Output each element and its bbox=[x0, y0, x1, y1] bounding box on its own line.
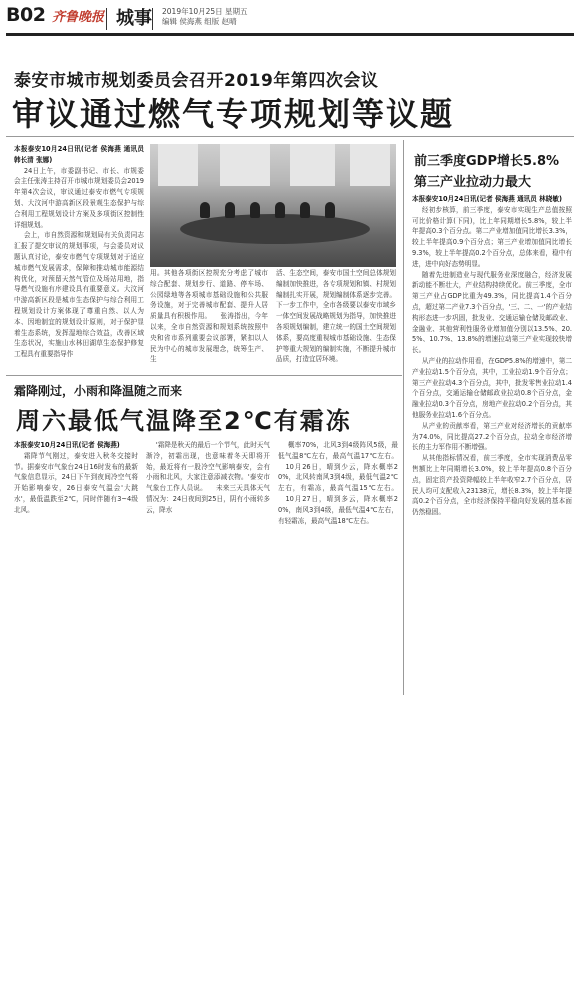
header-rule bbox=[6, 33, 574, 36]
photo-person bbox=[325, 202, 335, 218]
main-column-2: 用。其他各项街区控规充分考虑了城市综合配套、规划步行、道路、停车场、公园绿地等各项城市基础设施和公共服务设施，对于完善城市配套、提升人居质量具有积极作用。 张涛指出，今年以来，全市自然资源和规划系统按照中央和省市系列重要会议部署，紧扣以人民为中心的城市发展理念，统筹生产、生 bbox=[150, 269, 268, 364]
meeting-photo bbox=[150, 144, 396, 267]
weather-kicker: 霜降刚过，小雨和降温随之而来 bbox=[14, 384, 183, 398]
weather-column-2: '霜降是秋天的最后一个节气，此时天气渐冷，初霜出现，也意味着冬天即将开始，最近将有一股冷空气影响泰安，会有小雨和北风，大家注意添减衣物。'泰安市气象台工作人员说。 未来三天具体天气情况为：24日夜间到25日，阴有小雨转多云，降水 bbox=[146, 441, 270, 514]
sidebar-divider bbox=[403, 140, 404, 695]
main-byline: 本报泰安10月24日讯(记者 侯海燕 通讯员 韩长清 张娜) bbox=[14, 145, 144, 164]
photo-person bbox=[200, 202, 210, 218]
sidebar-paragraph: 经初步核算，前三季度，泰安市实现生产总值按照可比价格计算(下同)，比上年同期增长5.8%，较上半年提高0.3个百分点。第二产业增加值同比增长3.3%，较上半年提高0.9个百分点；第三产业增加值同比增长9.3%，较上半年提高0.2个百分点，总体来看，稳中有进，进中向好态势明显。 bbox=[412, 205, 572, 268]
photo-window bbox=[220, 144, 270, 186]
main-column-1 bbox=[14, 144, 144, 360]
main-paragraph: 会上，市自然资源和规划局有关负责同志汇报了提交审议的规划事项，与会委员对议题认真讨论，泰安市燃气专项规划对于适应城市燃气发展需求，保障和推动城市能源结构优化，对预留天然气管位及场站用地，指导燃气设施有序建设具有重要意义。大汶河中游高新区段是城市生态保护与综合利用工程规划设计方案体现了尊重自然、以人为本、因地制宜的规划设计原则，对于保护显着生态系统，发挥湿地综合效益，改善区域生态状况，实施山水林田湖草生态保护修复工程具有重要指导作 bbox=[14, 231, 144, 359]
weather-byline: 本报泰安10月24日讯(记者 侯海燕) bbox=[14, 441, 120, 449]
editors: 编辑 侯海燕 组版 赵晴 bbox=[162, 17, 237, 26]
date: 2019年10月25日 星期五 bbox=[162, 7, 248, 16]
section-title: 城事 bbox=[116, 8, 152, 29]
photo-person bbox=[250, 202, 260, 218]
sidebar-byline: 本报泰安10月24日讯(记者 侯海燕 通讯员 林晓敏) bbox=[412, 195, 562, 203]
section-rule bbox=[6, 136, 574, 137]
header-divider bbox=[152, 8, 153, 30]
sidebar-headline: 前三季度GDP增长5.8% bbox=[414, 154, 560, 169]
page-number: B02 bbox=[6, 4, 46, 26]
photo-person bbox=[225, 202, 235, 218]
photo-window bbox=[290, 144, 335, 186]
photo-person bbox=[300, 202, 310, 218]
main-headline: 审议通过燃气专项规划等议题 bbox=[12, 95, 455, 133]
weather-column-3: 概率70%，北风3到4级阵风5级，最低气温8℃左右，最高气温17℃左右。 10月26日，晴到少云，降水概率20%，北风转南风3到4级，最低气温2℃左右，有霜冻，最高气温15℃左右。 10月27日，晴到多云，降水概率20%，南风3到4级，最低气温4℃左右，有轻霜冻，最高气温18℃左右。 bbox=[278, 441, 398, 525]
newspaper-logo: 齐鲁晚报 bbox=[52, 10, 105, 25]
section-rule bbox=[6, 375, 402, 376]
photo-person bbox=[275, 202, 285, 218]
photo-window bbox=[350, 144, 390, 186]
main-paragraph: 24日上午，市委副书记、市长、市规委会主任张涛主持召开市城市规划委员会2019年第4次会议，审议通过泰安市燃气专项规划、大汶河中游高新区段景观生态保护与综合利用工程规划设计方案及多项街区控制性详细规划。 bbox=[14, 166, 144, 229]
header-divider bbox=[106, 8, 107, 30]
weather-paragraph: 霜降节气刚过，泰安进入秋冬交接时节。据泰安市气象台24日16时发布的最新气象信息显示，24日下午到夜间冷空气将开始影响泰安，26日泰安气温会'大跳水'，最低温跌至2℃，同时伴随有3~4级北风。 bbox=[14, 451, 138, 514]
sidebar-paragraph: 随着先进制造业与现代服务业深度融合，经济发展新动能不断壮大，产业结构持续优化。前三季度，全市第三产业占GDP比重为49.3%，同比提高1.4个百分点，超过第二产业7.3个百分点，'三、二、一'的产业结构形态进一步巩固，批发业、交通运输仓储及邮政业、金融业、其他营利性服务业增加值分别以13.5%、20.5%、10.7%、13.8%的增速拉动第三产业实现较快增长。 bbox=[412, 270, 572, 355]
sidebar-paragraph: 从产业的贡献率看，第三产业对经济增长的贡献率为74.0%，同比提高27.2个百分点，拉动全市经济增长的主力军作用不断增强。 bbox=[412, 421, 572, 452]
sidebar-subheadline: 第三产业拉动力最大 bbox=[414, 175, 532, 190]
dateline bbox=[162, 7, 248, 27]
photo-table bbox=[180, 214, 370, 244]
photo-window bbox=[158, 144, 198, 186]
main-kicker: 泰安市城市规划委员会召开2019年第四次会议 bbox=[14, 71, 379, 91]
weather-headline: 周六最低气温降至2℃有霜冻 bbox=[16, 407, 352, 435]
sidebar-paragraph: 从其他指标情况看，前三季度，全市实现消费品零售额比上年同期增长3.0%，较上半年提高0.8个百分点，固定资产投资降幅较上半年收窄2.7个百分点，居民人均可支配收入23138元，增长8.3%，较上半年提高0.2个百分点，全市经济保持平稳向好发展的基本面仍然稳固。 bbox=[412, 454, 572, 517]
main-column-3: 活、生态空间，泰安市国土空间总体规划编制加快推进，各专项规划和镇、村规划编制扎实开展，规划编制体系逐步完善。下一步工作中，全市各级要以泰安市域乡一体空间发展战略规划为指导，加快推进各项规划编制，建立统一的国土空间规划体系，要高度重视城市基础设施、生态保护等重大规划的编制实施，不断提升城市品质，打造宜居环境。 bbox=[276, 269, 396, 364]
sidebar-paragraph: 从产业的拉动作用看，在GDP5.8%的增速中，第二产业拉动1.5个百分点，其中，工业拉动1.9个百分点；第三产业拉动4.3个百分点，其中，批发零售业拉动1.4个百分点，交通运输仓储邮政业拉动0.8个百分点，金融业拉动0.3个百分点，房地产业拉动0.2个百分点，其他服务业拉动1.6个百分点。 bbox=[412, 356, 572, 419]
weather-column-1 bbox=[14, 440, 138, 516]
sidebar-body bbox=[412, 194, 572, 518]
